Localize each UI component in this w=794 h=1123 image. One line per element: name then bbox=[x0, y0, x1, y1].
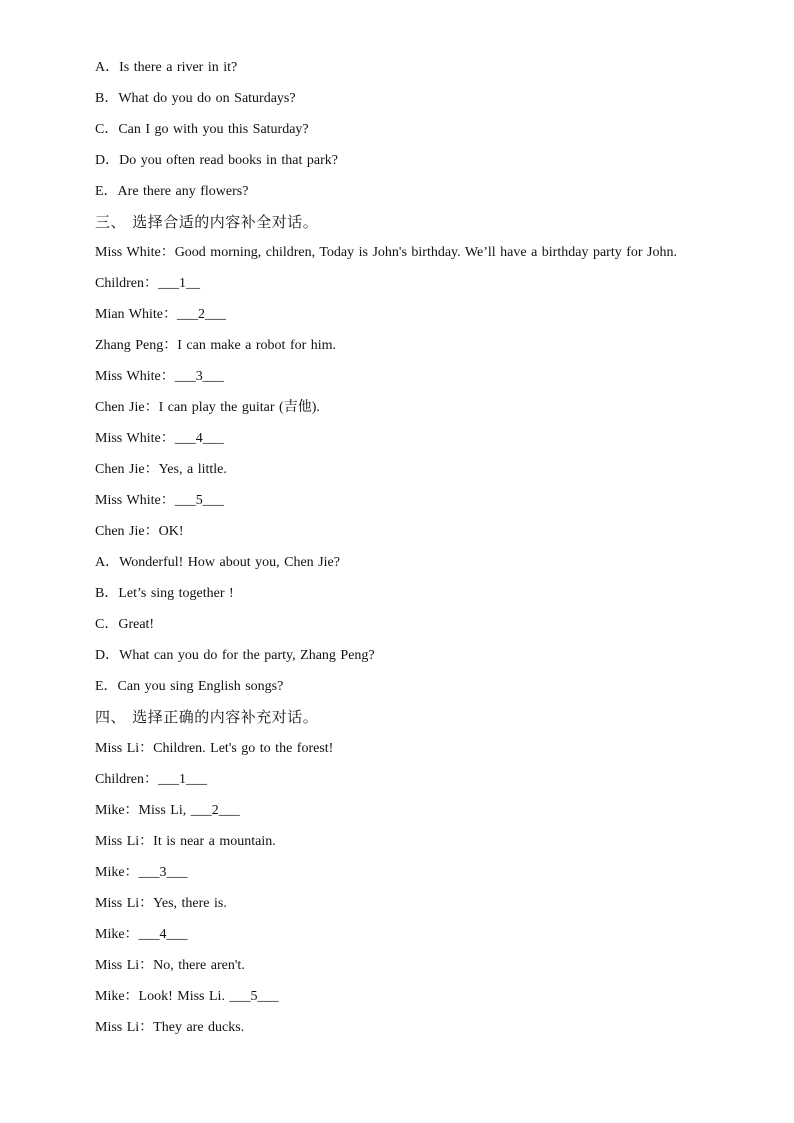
section3-heading: 三、 选择合适的内容补全对话。 bbox=[95, 213, 319, 231]
dialogue-line: Mike：___3___ bbox=[95, 865, 188, 880]
dialogue-line: Children：___1__ bbox=[95, 276, 200, 291]
dialogue-line: Mian White：___2___ bbox=[95, 307, 227, 322]
dialogue-line: Miss Li：No, there aren't. bbox=[95, 958, 245, 973]
option-e: E．Can you sing English songs? bbox=[95, 679, 284, 694]
dialogue-line: Chen Jie：OK! bbox=[95, 524, 184, 539]
section4 bbox=[95, 702, 705, 1043]
option-b: B．Let’s sing together ! bbox=[95, 586, 234, 601]
dialogue-line: Miss Li：It is near a mountain. bbox=[95, 834, 276, 849]
option-e: E．Are there any flowers? bbox=[95, 184, 249, 199]
option-c: C．Great! bbox=[95, 617, 155, 632]
section3 bbox=[95, 207, 705, 702]
dialogue-line: Chen Jie：Yes, a little. bbox=[95, 462, 227, 477]
dialogue-line: Miss Li：Children. Let's go to the forest! bbox=[95, 741, 334, 756]
dialogue-line: Miss White：___4___ bbox=[95, 431, 224, 446]
dialogue-line: Miss White：___5___ bbox=[95, 493, 224, 508]
option-a: A．Wonderful! How about you, Chen Jie? bbox=[95, 555, 340, 570]
dialogue-line: Zhang Peng：I can make a robot for him. bbox=[95, 338, 337, 353]
dialogue-line: Miss White：___3___ bbox=[95, 369, 224, 384]
dialogue-line: Mike：Miss Li, ___2___ bbox=[95, 803, 240, 818]
option-d: D．Do you often read books in that park? bbox=[95, 153, 338, 168]
dialogue-line: Children：___1___ bbox=[95, 772, 207, 787]
dialogue-line: Miss White：Good morning, children, Today is John's birthday. We’ll have a birthday party for John. bbox=[95, 245, 677, 260]
dialogue-line: Chen Jie：I can play the guitar (吉他). bbox=[95, 400, 320, 415]
option-d: D．What can you do for the party, Zhang Peng? bbox=[95, 648, 375, 663]
worksheet-page bbox=[95, 52, 705, 1043]
dialogue-line: Mike：___4___ bbox=[95, 927, 188, 942]
dialogue-line: Miss Li：They are ducks. bbox=[95, 1020, 245, 1035]
section2-options bbox=[95, 52, 705, 207]
option-c: C．Can I go with you this Saturday? bbox=[95, 122, 309, 137]
option-b: B．What do you do on Saturdays? bbox=[95, 91, 296, 106]
section4-heading: 四、 选择正确的内容补充对话。 bbox=[95, 708, 319, 726]
dialogue-line: Miss Li：Yes, there is. bbox=[95, 896, 227, 911]
dialogue-line: Mike：Look! Miss Li. ___5___ bbox=[95, 989, 279, 1004]
option-a: A．Is there a river in it? bbox=[95, 60, 238, 75]
